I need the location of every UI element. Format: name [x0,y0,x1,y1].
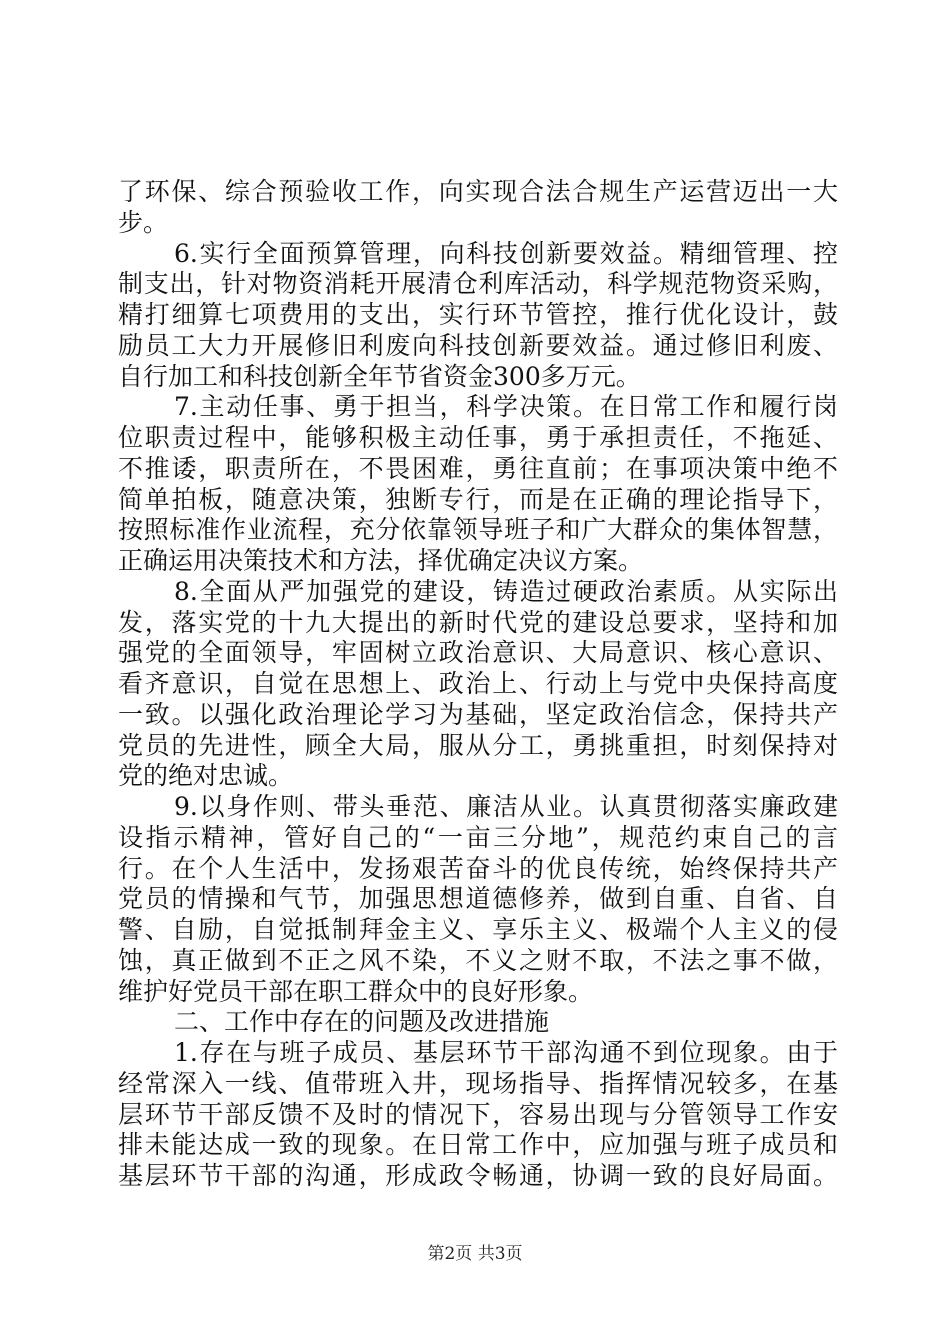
paragraph-line: 维护好党员干部在职工群众中的良好形象。 [118,977,594,1006]
paragraph-line: 经常深入一线、值带班入井，现场指导、指挥情况较多，在基 [118,1069,838,1098]
paragraph-line: 发，落实党的十九大提出的新时代党的建设总要求，坚持和加 [118,608,838,637]
paragraph-line: 党员的先进性，顾全大局，服从分工，勇挑重担，时刻保持对 [118,731,838,760]
paragraph-line: 设指示精神，管好自己的“一亩三分地”，规范约束自己的言 [118,823,838,852]
paragraph-line: 党员的情操和气节，加强思想道德修养，做到自重、自省、自 [118,884,838,913]
paragraph-line: 按照标准作业流程，充分依靠领导班子和广大群众的集体智慧， [118,515,838,544]
paragraph-line: 党的绝对忠诚。 [118,761,294,790]
paragraph-line: 1.存在与班子成员、基层环节干部沟通不到位现象。由于 [174,1038,838,1067]
page-footer: 第2页 共3页 [427,1244,523,1264]
paragraph-line: 步。 [118,208,169,237]
paragraph-line: 位职责过程中，能够积极主动任事，勇于承担责任，不拖延、 [118,423,838,452]
paragraph-line: 强党的全面领导，牢固树立政治意识、大局意识、核心意识、 [118,638,838,667]
paragraph-line: 6.实行全面预算管理，向科技创新要效益。精细管理、控 [174,239,838,268]
paragraph-line: 一致。以强化政治理论学习为基础，坚定政治信念，保持共产 [118,700,838,729]
paragraph-line: 制支出，针对物资消耗开展清仓利库活动，科学规范物资采购， [118,269,838,298]
paragraph-line: 层环节干部反馈不及时的情况下，容易出现与分管领导工作安 [118,1100,838,1129]
paragraph-line: 正确运用决策技术和方法，择优确定决议方案。 [118,546,644,575]
paragraph-line: 行。在个人生活中，发扬艰苦奋斗的优良传统，始终保持共产 [118,854,838,883]
paragraph-line: 9.以身作则、带头垂范、廉洁从业。认真贯彻落实廉政建 [174,792,838,821]
paragraph-line: 排未能达成一致的现象。在日常工作中，应加强与班子成员和 [118,1130,838,1159]
paragraph-line: 励员工大力开展修旧利废向科技创新要效益。通过修旧利废、 [118,331,838,360]
paragraph-line: 8.全面从严加强党的建设，铸造过硬政治素质。从实际出 [174,577,838,606]
paragraph-line: 不推诿，职责所在，不畏困难，勇往直前；在事项决策中绝不 [118,454,838,483]
paragraph-line: 7.主动任事、勇于担当，科学决策。在日常工作和履行岗 [174,392,838,421]
paragraph-line: 简单拍板，随意决策，独断专行，而是在正确的理论指导下， [118,485,838,514]
paragraph-line: 看齐意识，自觉在思想上、政治上、行动上与党中央保持高度 [118,669,838,698]
paragraph-line: 自行加工和科技创新全年节省资金300多万元。 [118,362,641,391]
section-heading: 二、工作中存在的问题及改进措施 [174,1007,550,1036]
paragraph-line: 基层环节干部的沟通，形成政令畅通，协调一致的良好局面。 [118,1161,838,1190]
paragraph-line: 蚀，真正做到不正之风不染，不义之财不取，不法之事不做， [118,946,838,975]
paragraph-line: 警、自励，自觉抵制拜金主义、享乐主义、极端个人主义的侵 [118,915,838,944]
paragraph-line: 精打细算七项费用的支出，实行环节管控，推行优化设计，鼓 [118,300,838,329]
paragraph-line: 了环保、综合预验收工作，向实现合法合规生产运营迈出一大 [118,177,838,206]
